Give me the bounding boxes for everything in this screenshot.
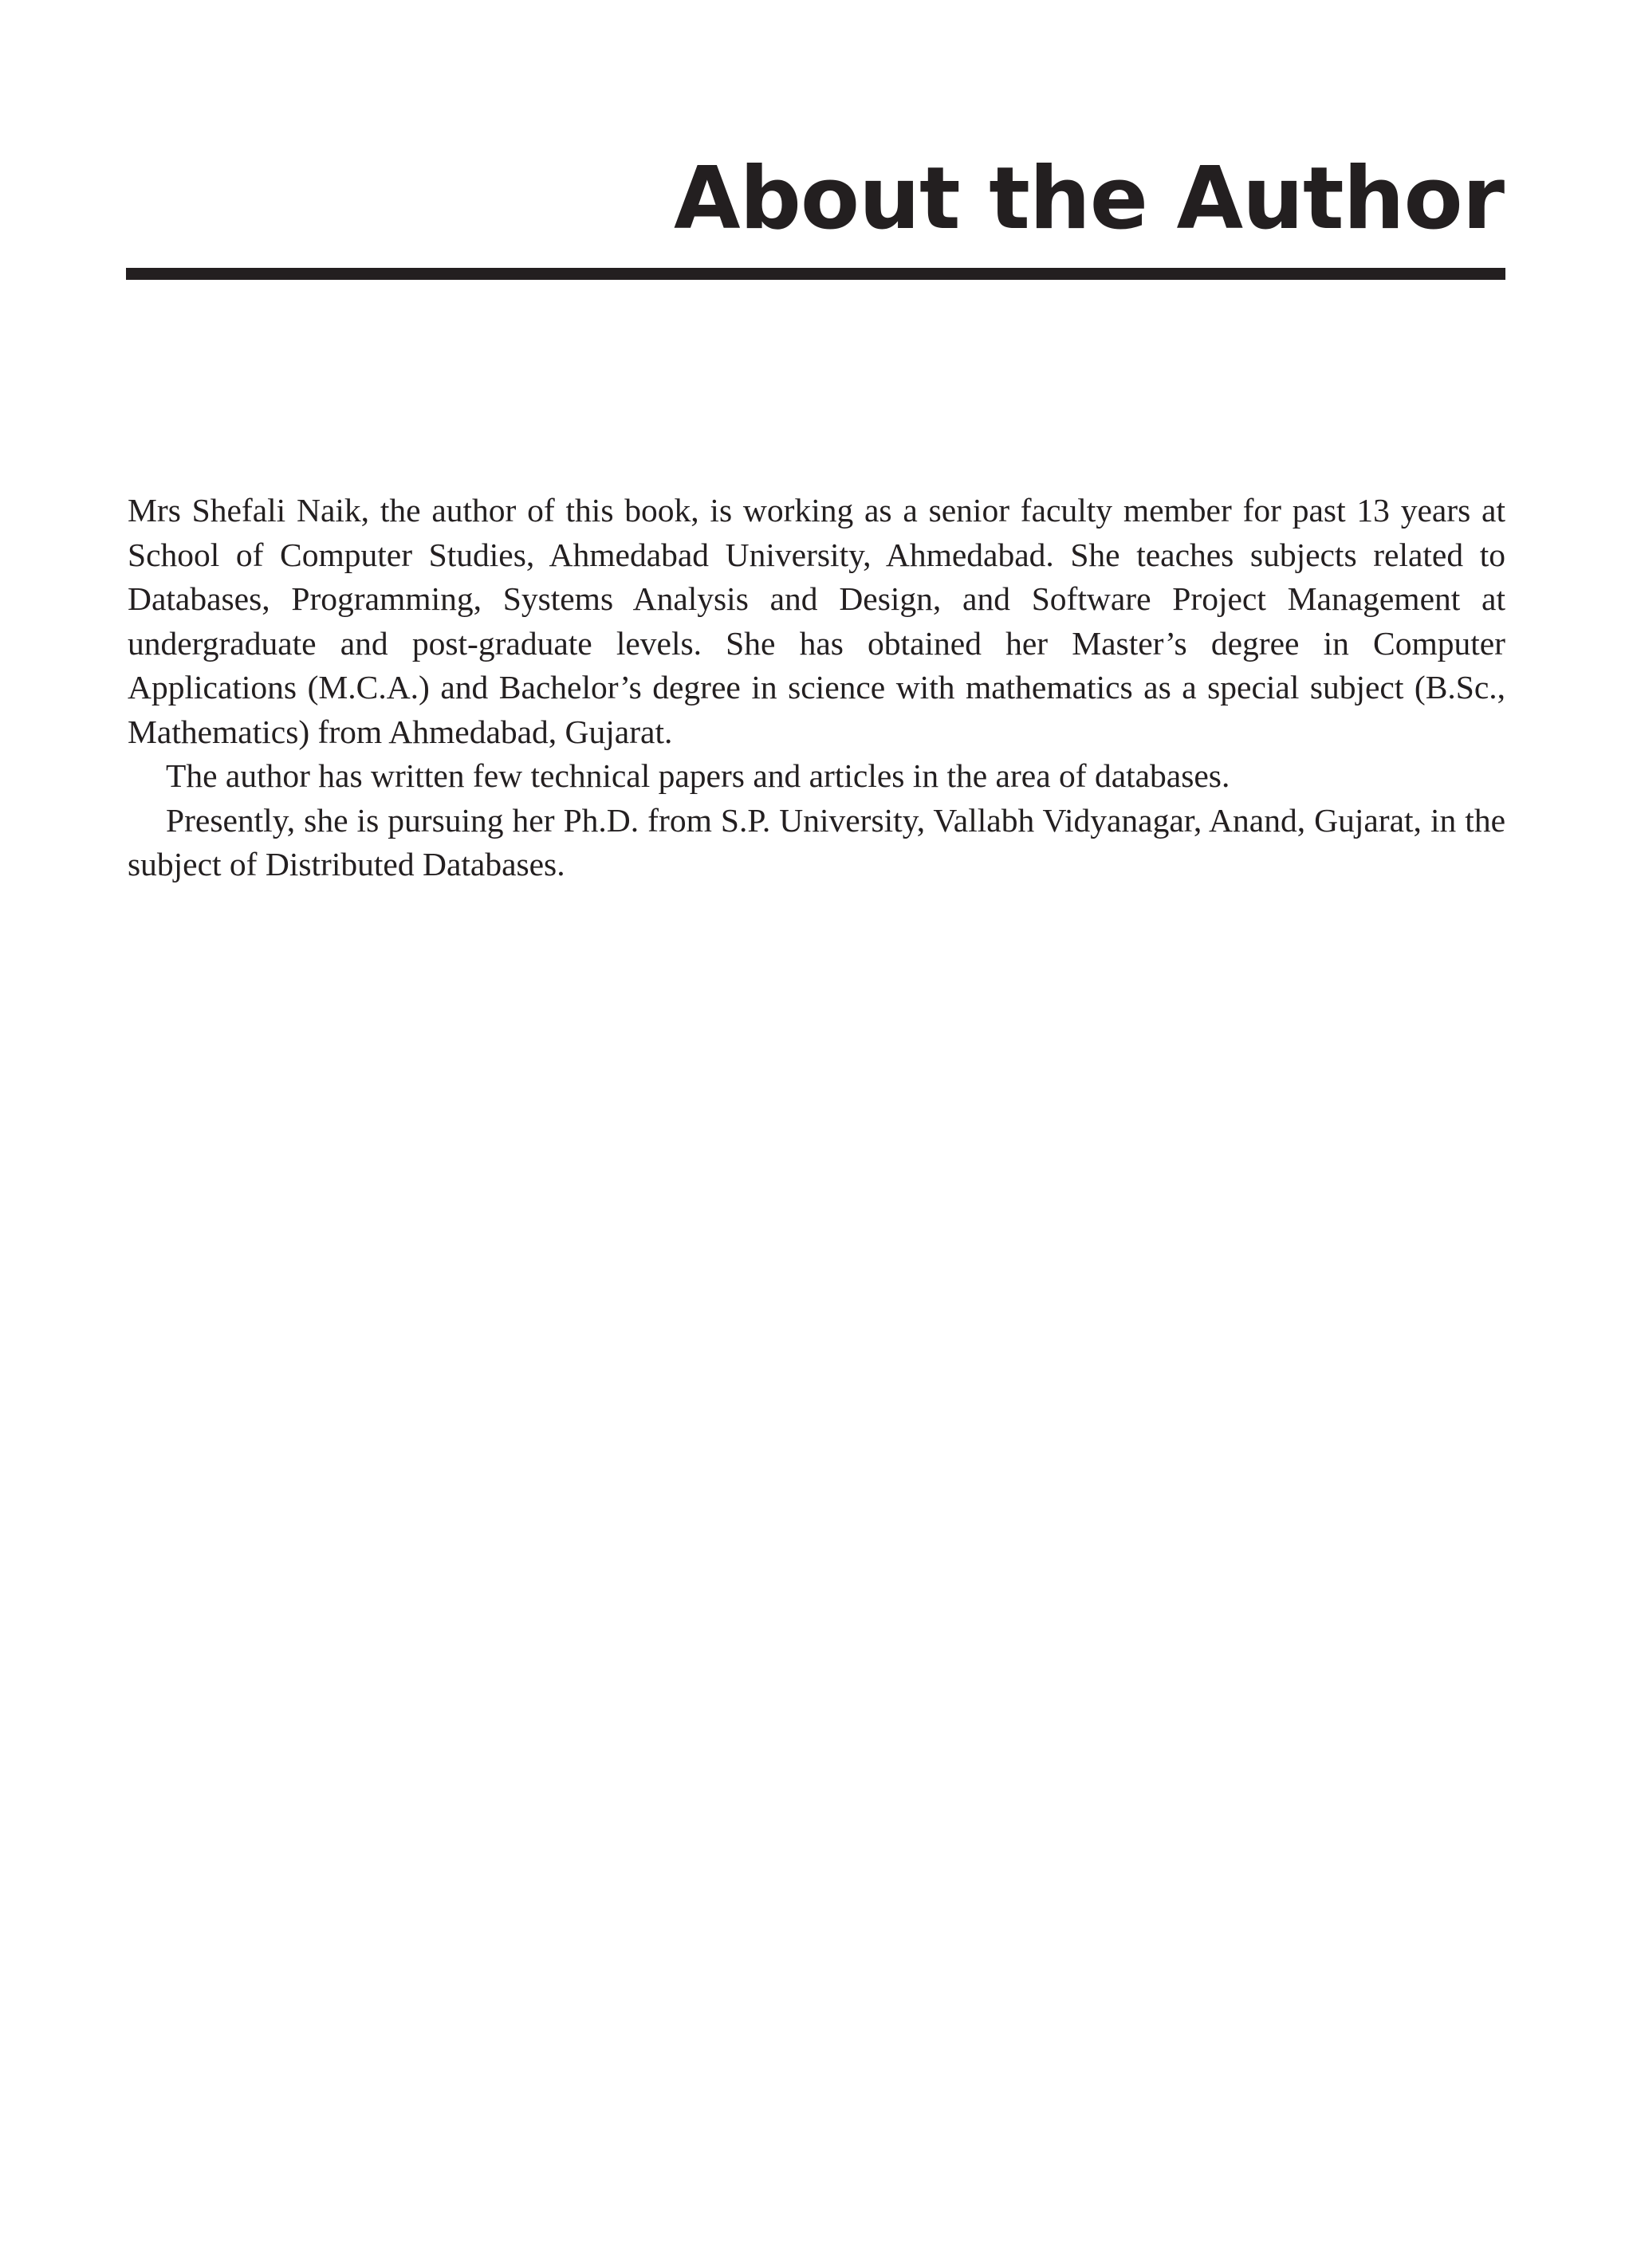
bio-paragraph-3: Presently, she is pursuing her Ph.D. from S.P. University, Vallabh Vidyanagar, Anand, Gujarat, in the subject of Distributed Databases. bbox=[128, 801, 1505, 882]
bio-paragraph-1: Mrs Shefali Naik, the author of this book, is working as a senior faculty member for past 13 years at School of Computer Studies, Ahmedabad University, Ahmedabad. She teaches subjects related to Databases, Programming, Systems Analysis and Design, and Software Project Management at undergraduate and post-graduate levels. She has obtained her Master’s degree in Computer Applications (M.C.A.) and Bachelor’s degree in science with mathematics as a special subject (B.Sc., Mathematics) from Ahmedabad, Gujarat. bbox=[128, 492, 1505, 750]
author-bio bbox=[128, 489, 1505, 887]
title-rule bbox=[126, 268, 1505, 280]
bio-paragraph-2: The author has written few technical papers and articles in the area of databases. bbox=[166, 757, 1230, 794]
page-title: About the Author bbox=[673, 149, 1504, 249]
